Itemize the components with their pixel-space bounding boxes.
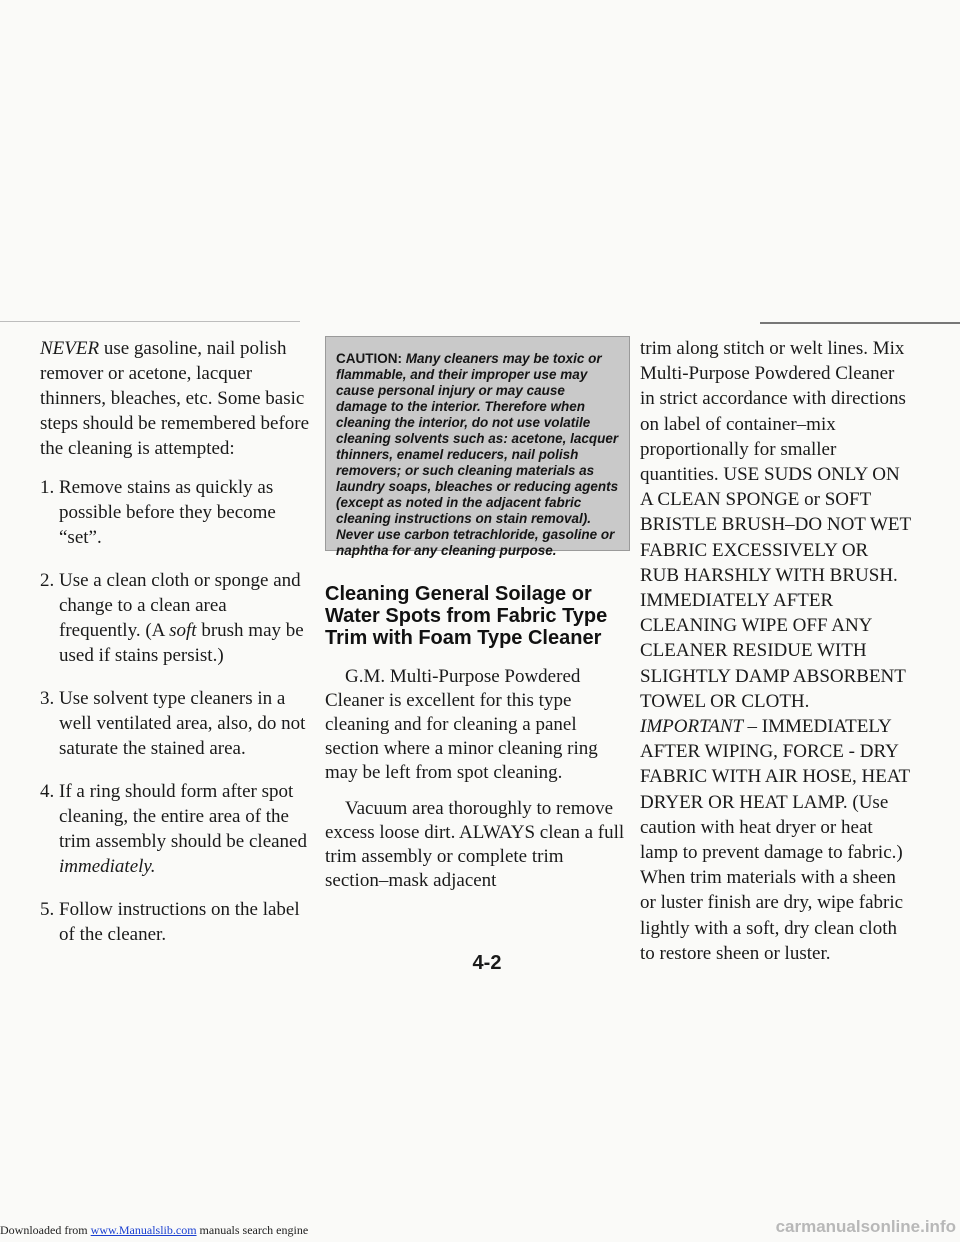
important-emphasis: IMPORTANT – — [640, 716, 757, 738]
step-item — [40, 686, 310, 761]
step-text — [59, 779, 310, 879]
step-number: 2. — [40, 570, 55, 591]
step-text-part: brush may be used if stains persist.) — [59, 620, 304, 666]
caution-text: Many cleaners may be toxic or flammable, and their improper use may cause personal injury or may cause damage to the interior. Therefore when cleaning the interior, do not use volatile cleaning solvents such as: acetone, lacquer thinners, enamel reducers, nail polish removers; or such cleaning materials as laundry soaps, bleaches or reducing agents (except as noted in the adjacent fabric cleaning instructions on stain removal). Never use carbon tetrachloride, gasoline or naphtha for any cleaning purpose. — [336, 351, 619, 558]
step-text-part: Use a clean cloth or sponge and change to a clean area frequently. (A — [59, 570, 301, 641]
step-item — [40, 779, 310, 879]
body-text-part: trim along stitch or welt lines. Mix Multi-Purpose Powdered Cleaner in strict accordance with directions on label of container–mix proportionally for smaller quantities. USE SUDS ONLY ON A CLEAN SPONGE or SOFT BRISTLE BRUSH–DO NOT WET FABRIC EXCESSIVELY OR RUB HARSHLY WITH BRUSH. IMMEDIATELY AFTER CLEANING WIPE OFF ANY CLEANER RESIDUE WITH SLIGHTLY DAMP ABSORBENT TOWEL OR CLOTH. — [640, 338, 911, 712]
step-text-emphasis: immediately. — [59, 856, 156, 877]
footer-prefix: Downloaded from — [0, 1223, 91, 1237]
step-text — [59, 568, 310, 668]
step-item — [40, 475, 310, 550]
footer-suffix: manuals search engine — [196, 1223, 309, 1237]
intro-text: use gasoline, nail polish remover or acetone, lacquer thinners, bleaches, etc. Some basic steps should be remembered before the cleaning is attempted: — [40, 338, 310, 459]
body-paragraph: G.M. Multi-Purpose Powdered Cleaner is excellent for this type cleaning and for cleaning a panel section where a minor cleaning ring may be left from spot cleaning. — [325, 666, 598, 783]
manualslib-link[interactable]: www.Manualslib.com — [90, 1223, 197, 1237]
step-text: Follow instructions on the label of the cleaner. — [59, 899, 300, 945]
page-number: 4-2 — [472, 952, 502, 974]
caution-box — [325, 336, 630, 558]
step-number: 4. — [40, 781, 55, 802]
top-rule-left — [0, 321, 300, 322]
cleaning-steps-list — [40, 475, 310, 947]
intro-paragraph — [40, 336, 310, 461]
step-item — [40, 897, 310, 947]
body-paragraph: Vacuum area thoroughly to remove excess loose dirt. ALWAYS clean a full trim assembly or complete trim section–mask adjacent — [325, 798, 625, 891]
step-text-emphasis: soft — [169, 620, 197, 641]
step-text-part: If a ring should form after spot cleaning, the entire area of the trim assembly should be cleaned — [59, 781, 307, 852]
top-rule-right — [760, 322, 960, 324]
step-number: 1. — [40, 477, 55, 498]
intro-emphasis: NEVER — [40, 338, 100, 359]
section-heading: Cleaning General Soilage or Water Spots from Fabric Type Trim with Foam Type Cleaner — [325, 583, 608, 649]
middle-column — [325, 336, 630, 905]
download-footer — [0, 1223, 308, 1238]
left-column — [40, 336, 310, 965]
step-number: 3. — [40, 688, 55, 709]
step-number: 5. — [40, 899, 55, 920]
body-paragraph — [640, 336, 912, 966]
caution-label: CAUTION: — [336, 351, 402, 366]
watermark-logo: carmanualsonline.info — [775, 1217, 956, 1236]
body-text-part: IMMEDIATELY AFTER WIPING, FORCE - DRY FABRIC WITH AIR HOSE, HEAT DRYER OR HEAT LAMP. (Use caution with heat dryer or heat lamp to prevent damage to fabric.) When trim materials with a sheen or luster finish are dry, wipe fabric lightly with a soft, dry clean cloth to restore sheen or luster. — [640, 716, 910, 964]
step-text: Use solvent type cleaners in a well ventilated area, also, do not saturate the stained area. — [59, 688, 306, 759]
step-text: Remove stains as quickly as possible before they become “set”. — [59, 477, 276, 548]
right-column — [640, 336, 912, 966]
step-item — [40, 568, 310, 668]
